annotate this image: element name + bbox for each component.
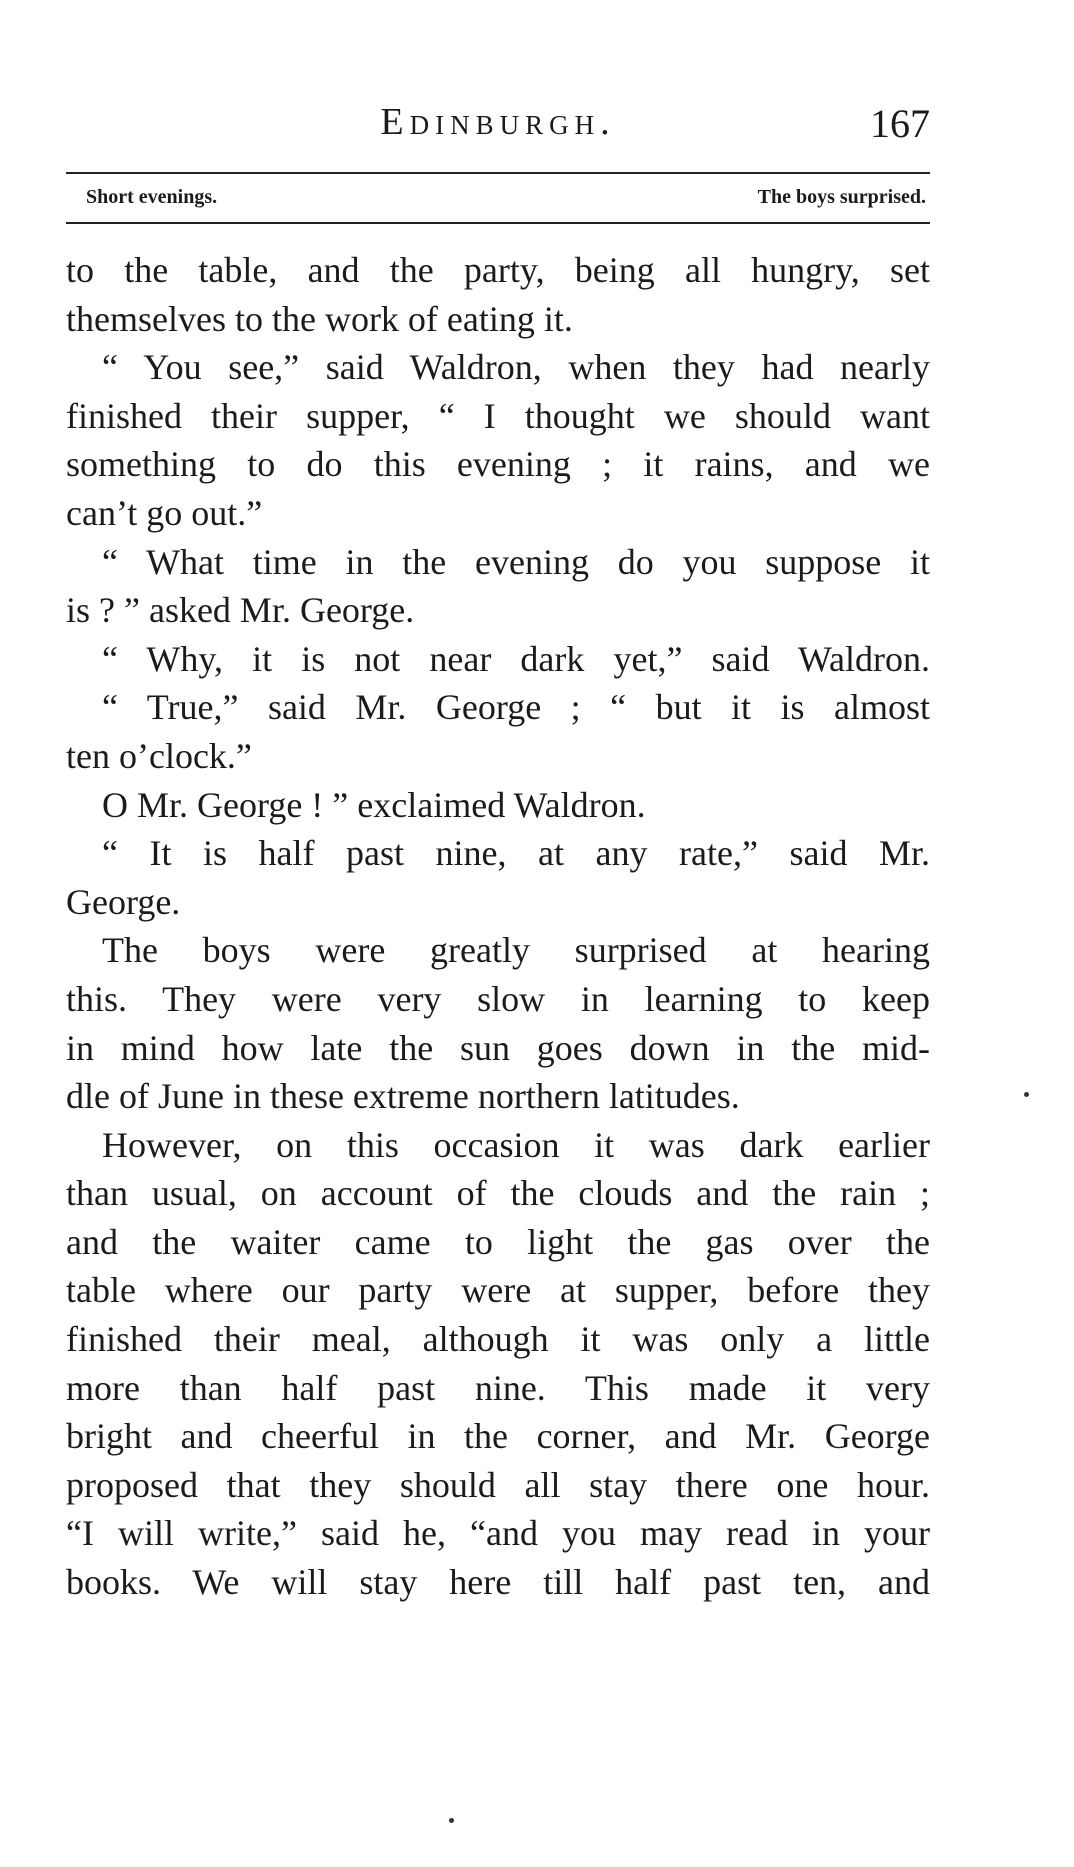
text-line: dle of June in these extreme northern latitudes.: [66, 1076, 740, 1117]
text-line: more than half past nine. This made it very: [66, 1367, 930, 1408]
text-line: this. They were very slow in learning to keep: [66, 978, 930, 1019]
text-line: themselves to the work of eating it.: [66, 298, 573, 339]
text-line: table where our party were at supper, before they: [66, 1270, 930, 1311]
header-rule-top: [66, 172, 930, 174]
ink-speck: [1024, 1092, 1029, 1097]
text-line: O Mr. George ! ” exclaimed Waldron.: [102, 784, 646, 825]
text-line: “ What time in the evening do you suppose it: [102, 541, 930, 582]
text-line: is ? ” asked Mr. George.: [66, 590, 415, 631]
text-line: “ Why, it is not near dark yet,” said Waldron.: [102, 638, 930, 679]
subhead-left: Short evenings.: [86, 186, 218, 208]
text-line: “ True,” said Mr. George ; “ but it is almost: [102, 687, 930, 728]
text-line: can’t go out.”: [66, 492, 263, 533]
text-line: proposed that they should all stay there one hour.: [66, 1464, 930, 1505]
text-line: and the waiter came to light the gas over the: [66, 1221, 930, 1262]
running-head: [66, 100, 930, 150]
ink-speck: [449, 1818, 454, 1823]
page-number: 167: [870, 101, 930, 146]
text-line: “ It is half past nine, at any rate,” said Mr.: [102, 833, 930, 874]
text-line: than usual, on account of the clouds and the rain ;: [66, 1173, 930, 1214]
marginal-subheads: [86, 184, 926, 214]
text-line: “I will write,” said he, “and you may read in your: [66, 1513, 930, 1554]
text-line: to the table, and the party, being all hungry, set: [66, 250, 930, 290]
text-line: in mind how late the sun goes down in the mid-: [66, 1027, 930, 1068]
text-line: George.: [66, 881, 181, 922]
text-line: something to do this evening ; it rains, and we: [66, 444, 930, 485]
header-rule-bottom: [66, 222, 930, 224]
text-line: “ You see,” said Waldron, when they had nearly: [102, 347, 930, 388]
text-line: finished their meal, although it was only a little: [66, 1319, 930, 1360]
text-line: The boys were greatly surprised at hearing: [102, 930, 930, 971]
text-line: bright and cheerful in the corner, and Mr. George: [66, 1416, 930, 1457]
text-line: However, on this occasion it was dark earlier: [102, 1124, 930, 1165]
text-line: ten o’clock.”: [66, 735, 252, 776]
subhead-right: The boys surprised.: [757, 186, 926, 208]
chapter-title: Edinburgh.: [380, 101, 616, 143]
text-line: finished their supper, “ I thought we should want: [66, 395, 930, 436]
text-line: books. We will stay here till half past ten, and: [66, 1562, 930, 1603]
body-text: [66, 246, 930, 1607]
